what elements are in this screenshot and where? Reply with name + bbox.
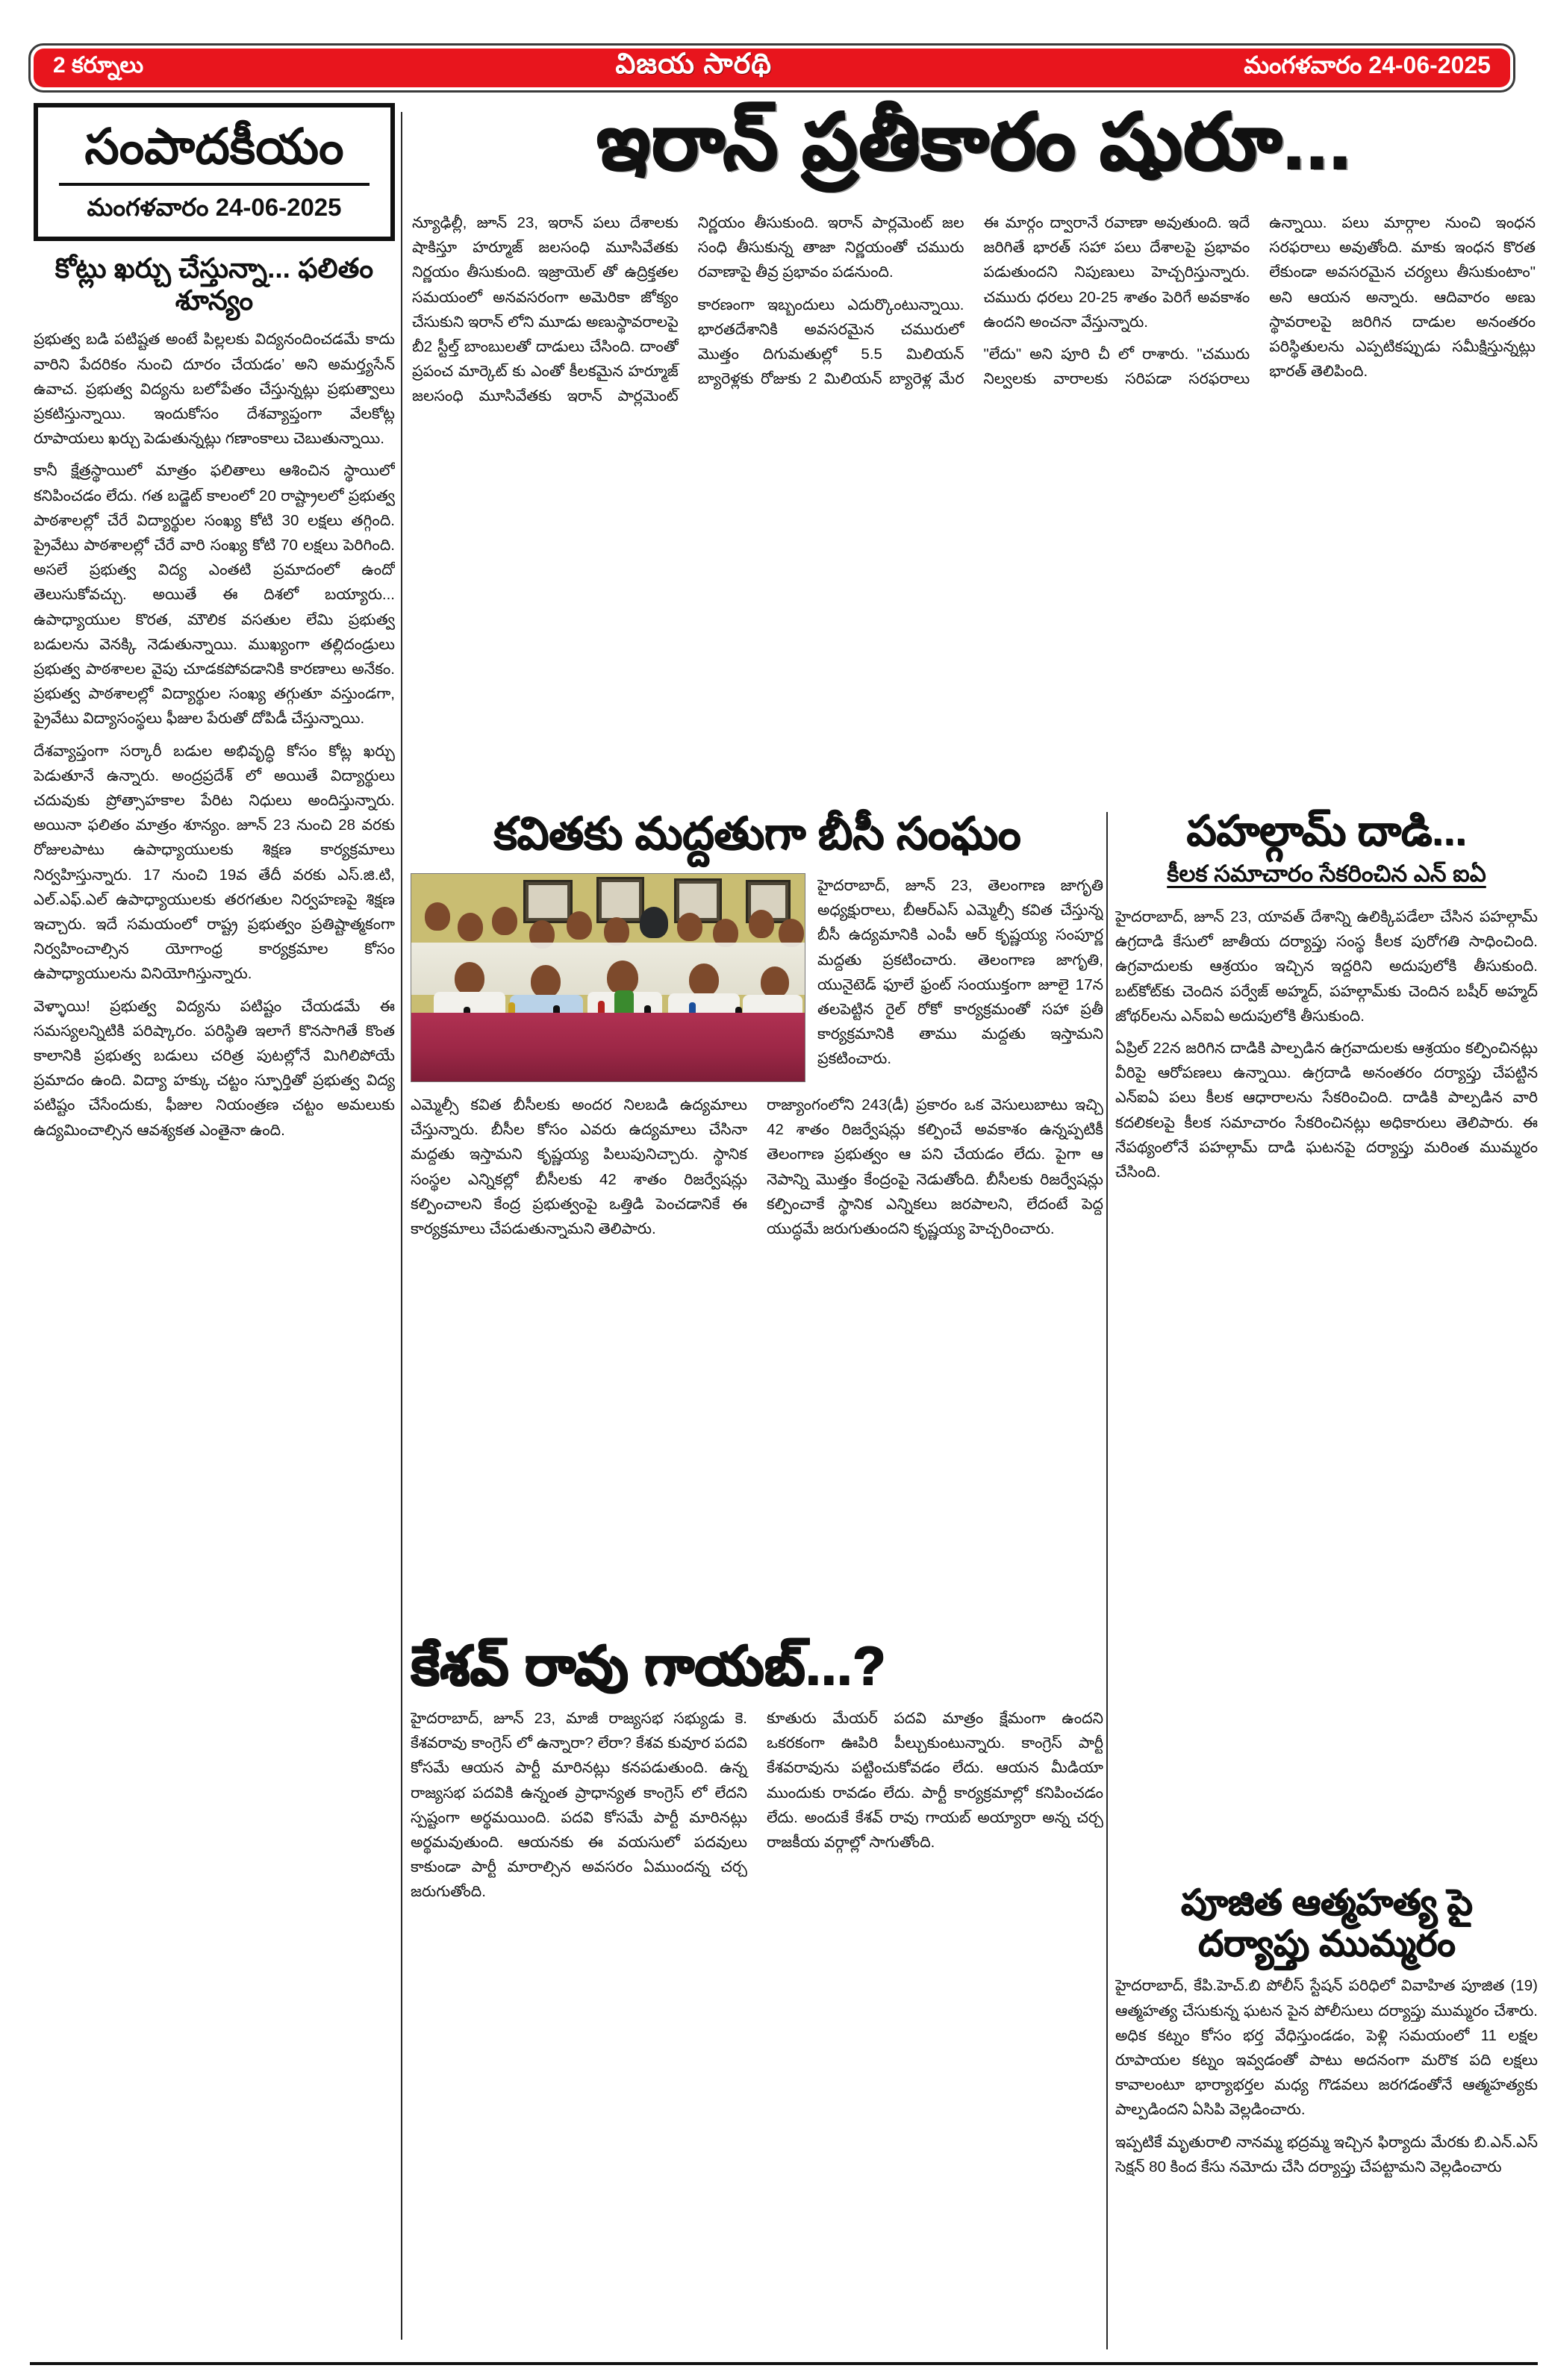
page-bottom-rule bbox=[30, 2362, 1538, 2365]
newspaper-title: విజయ సారథి bbox=[615, 49, 773, 80]
bc-story-body bbox=[411, 1093, 1103, 1593]
editorial-paragraph: ప్రభుత్వ బడి పటిష్టత అంటే పిల్లలకు విద్యనందించడమే కాదు వారిని పేదరికం నుంచి దూరం చేయడం’ అని అమర్త్యసేన్ ఉవాచ. ప్రభుత్వ విద్యను బలోపేతం చేస్తున్నట్లు ప్రభుత్వాలు ప్రకటిస్తున్నాయి. ఇందుకోసం దేశవ్యాప్తంగా వేలకోట్ల రూపాయలు ఖర్చు పెడుతున్నట్లు గణాంకాలు చెబుతున్నాయి. bbox=[34, 331, 395, 448]
keshav-story-body bbox=[411, 1706, 1103, 2333]
edition-date: మంగళవారం 24-06-2025 bbox=[1244, 51, 1491, 78]
bc-story-paragraph: రాజ్యాంగంలోని 243(డీ) ప్రకారం ఒక వెసులుబాటు ఇచ్చి 42 శాతం రిజర్వేషన్లు కల్పించే అవకాశం ఉన్నప్పటికీ తెలంగాణ ప్రభుత్వం ఆ పని చేయడం లేదు. పైగా ఆ నెపాన్ని మొత్తం కేంద్రంపై నెడుతోంది. బీసీలకు రిజర్వేషన్లు కల్పించాకే స్థానిక ఎన్నికలు జరపాలని, లేదంటే పెద్ద యుద్ధమే జరుగుతుందని కృష్ణయ్య హెచ్చరించారు. bbox=[767, 1096, 1103, 1238]
page-number-label: 2 కర్నూలు bbox=[53, 52, 144, 78]
photo-seated-person-head bbox=[689, 963, 719, 996]
pahalgam-story-headline: పహల్గామ్ దాడి... bbox=[1186, 807, 1467, 854]
pujitha-story-paragraph: హైదరాబాద్, కేపి.హెచ్.బి పోలీస్ స్టేషన్ పరిధిలో వివాహిత పూజిత (19) ఆత్మహత్య చేసుకున్న ఘటన పైన పోలీసులు దర్యాప్తు ముమ్మరం చేశారు. అధిక కట్నం కోసం భర్త వేధిస్తుండడం, పెళ్లి సమయంలో 11 లక్షల రూపాయల కట్నం ఇవ్వడంతో పాటు అదనంగా మరొక పది లక్షలు కావాలంటూ భార్యాభర్తల మధ్య గొడవలు జరగడంతోనే ఆత్మహత్యకు పాల్పడిందని ఏసిపి వెల్లడించారు. bbox=[1115, 1977, 1538, 2119]
pujitha-story-headline bbox=[1115, 1882, 1538, 1964]
right-rail bbox=[1115, 807, 1538, 2324]
press-conference-photo bbox=[411, 873, 805, 1082]
photo-wall-frame bbox=[523, 880, 573, 923]
editorial-date: మంగళవారం 24-06-2025 bbox=[87, 193, 342, 222]
photo-person-head bbox=[492, 907, 517, 935]
editorial-title-box bbox=[34, 103, 395, 241]
photo-kavitha-head bbox=[531, 965, 561, 998]
column-divider-left bbox=[401, 112, 402, 2340]
photo-person-head bbox=[425, 902, 450, 931]
photo-seated-person-head bbox=[455, 962, 484, 995]
editorial-paragraph: దేశవ్యాప్తంగా సర్కారీ బడుల అభివృద్ధి కోసం కోట్ల ఖర్చు పెడుతూనే ఉన్నారు. అంద్రప్రదేశ్ లో అయితే విద్యార్థులు చదువుకు ప్రోత్సాహకాల పేరిట నిధులు అందిస్తున్నారు. అయినా ఫలితం మాత్రం శూన్యం. జూన్ 23 నుంచి 28 వరకు రోజులపాటు ఉపాధ్యాయులకు శిక్షణ కార్యక్రమాలు నిర్వహిస్తున్నారు. 17 నుంచి 19వ తేదీ వరకు ఎస్.జి.టి, ఎల్.ఎఫ్.ఎల్ ఉపాధ్యాయులకు తరగతుల నిర్వహణపై శిక్షణ ఇచ్చారు. ఇదే సమయంలో రాష్ట్ర ప్రభుత్వం ప్రతిష్టాత్మకంగా నిర్వహించాల్సిన యోగాంధ్ర కార్యక్రమాల కోసం ఉపాధ్యాయులను వినియోగిస్తున్నారు. bbox=[34, 742, 395, 983]
editorial-box-divider bbox=[59, 183, 370, 186]
editorial-title: సంపాదకీయం bbox=[84, 119, 344, 174]
bc-story-paragraph: హైదరాబాద్, జూన్ 23, తెలంగాణ జాగృతి అధ్యక్షురాలు, బీఆర్ఎస్ ఎమ్మెల్సీ కవిత చేస్తున్న బీసీ ఉద్యమానికి ఎంపీ ఆర్ కృష్ణయ్య సంపూర్ణ మద్దతు ప్రకటించారు. తెలంగాణ జాగృతి, యునైటెడ్ ఫూలే ఫ్రంట్ సంయుక్తంగా జూలై 17న తలపెట్టిన రైల్ రోకో కార్యక్రమంతో సహా ప్రతీ కార్యక్రమానికి తాము మద్దతు ఇస్తామని ప్రకటించారు. bbox=[817, 877, 1103, 1068]
lead-story-paragraph: "లేదు" అని పూరి చీ లో రాశారు. "చమురు నిల్వలకు వారాలకు సరిపడా సరఫరాలు ఉన్నాయి. పలు మార్గాల నుంచి ఇంధన సరఫరాలు అవుతోంది. మాకు ఇంధన కొరత లేకుండా అవసరమైన చర్యలు తీసుకుంటాం" అని ఆయన అన్నారు. ఆదివారం అణు స్థావరాలపై జరిగిన దాడుల అనంతరం పరిస్థితులను ఎప్పటికప్పుడు సమీక్షిస్తున్నట్లు భారత్ తెలిపింది. bbox=[983, 214, 1536, 388]
pahalgam-story-paragraph: హైదరాబాద్, జూన్ 23, యావత్ దేశాన్ని ఉలిక్కిపడేలా చేసిన పహల్గామ్ ఉగ్రదాడి కేసులో జాతీయ దర్యాప్తు సంస్థ కీలక పురోగతి సాధించింది. ఉగ్రవాదులకు ఆశ్రయం ఇచ్చిన ఇద్దరిని అదుపులోకి తీసుకుంది. బట్‌కోట్‌కు చెందిన పర్వేజ్ అహ్మద్, పహల్గామ్‌కు చెందిన బషీర్ అహ్మద్ జోథర్‌లను ఎన్ఐఏ అదుపులోకి తీసుకుంది. bbox=[1115, 908, 1538, 1025]
keshav-story-headline: కేశవ్ రావు గాయబ్...? bbox=[411, 1636, 886, 1696]
lead-story-paragraph: కారణంగా ఇబ్బందులు ఎదుర్కొంటున్నాయి. భారతదేశానికి అవసరమైన చమురులో మొత్తం దిగుమతుల్లో 5.5 మిలియన్ బ్యారెళ్లకు రోజుకు 2 మిలియన్ బ్యారెళ్ల మేర ఈ మార్గం ద్వారానే రవాణా అవుతుంది. ఇదే జరిగితే భారత్ సహా పలు దేశాలపై ప్రభావం పడుతుందని నిపుణులు హెచ్చరిస్తున్నారు. చమురు ధరలు 20-25 శాతం పెరిగే అవకాశం ఉందని అంచనా వేస్తున్నారు. bbox=[697, 214, 1250, 388]
bc-story-paragraph: ఎమ్మెల్సీ కవిత బీసీలకు అందర నిలబడి ఉద్యమాలు చేస్తున్నారు. బీసీల కోసం ఎవరు ఉద్యమాలు చేసినా మద్దతు ఇస్తామని కృష్ణయ్య పిలుపునిచ్చారు. స్థానిక సంస్థల ఎన్నికల్లో బీసీలకు 42 శాతం రిజర్వేషన్లు కల్పించాలని కేంద్ర ప్రభుత్వంపై ఒత్తిడి పెంచడానికే ఈ కార్యక్రమాలు చేపడుతున్నామని తెలిపారు. bbox=[411, 1096, 747, 1238]
photo-person-head bbox=[640, 907, 668, 938]
keshav-story-section bbox=[411, 1636, 1103, 2333]
pujitha-headline-line2: దర్యాప్తు ముమ్మరం bbox=[1197, 1924, 1456, 1964]
lead-story-paragraph: న్యూఢిల్లీ, జూన్ 23, ఇరాన్ పలు దేశాలకు షాకిస్తూ హర్మూజ్ జలసంధి మూసివేతకు నిర్ణయం తీసుకుంది. ఇజ్రాయెల్ తో ఉద్రిక్తతల సమయంలో అనవసరంగా అమెరికా జోక్యం చేసుకుని ఇరాన్ లోని మూడు అణుస్థావరాలపై బీ2 స్టీల్త్ బాంబులతో దాడులు చేసింది. దాంతో ప్రపంచ మార్కెట్ కు ఎంతో కీలకమైన హర్మూజ్ జలసంధి మూసివేతకు ఇరాన్ పార్లమెంట్ నిర్ణయం తీసుకుంది. ఇరాన్ పార్లమెంట్ జల సంధి తీసుకున్న తాజా నిర్ణయంతో చమురు రవాణాపై తీవ్ర ప్రభావం పడనుంది. bbox=[412, 214, 964, 405]
bc-story-headline: కవితకు మద్దతుగా బీసీ సంఘం bbox=[493, 808, 1021, 858]
photo-wall-frame bbox=[596, 877, 644, 923]
photo-person-head bbox=[567, 911, 592, 940]
photo-person-head bbox=[749, 910, 774, 938]
column-divider-right bbox=[1106, 812, 1108, 2349]
photo-person-head bbox=[458, 913, 483, 941]
keshav-story-paragraph: కూతురు మేయర్ పదవి మాత్రం క్షేమంగా ఉందని ఒకరకంగా ఊపిరి పీల్చుకుంటున్నారు. కాంగ్రెస్ పార్టీ కేశవరావును పట్టించుకోవడం లేదు. ఆయన మీడియా ముందుకు రావడం లేదు. పార్టీ కార్యక్రమాల్లో కనిపించడం లేదు. అందుకే కేశవ్ రావు గాయబ్ అయ్యారా అన్న చర్చ రాజకీయ వర్గాల్లో సాగుతోంది. bbox=[767, 1710, 1103, 1852]
photo-person-head bbox=[677, 913, 702, 941]
pahalgam-story-subhead: కీలక సమాచారం సేకరించిన ఎన్ ఐఏ bbox=[1167, 861, 1486, 887]
pahalgam-story-paragraph: ఏప్రిల్ 22న జరిగిన దాడికి పాల్పడిన ఉగ్రవాదులకు ఆశ్రయం కల్పించినట్లు వీరిపై ఆరోపణలు ఉన్నాయి. ఉగ్రదాడి అనంతరం దర్యాప్తు చేపట్టిన ఎన్ఐఏ పలు కీలక ఆధారాలను సేకరించింది. దాడికి పాల్పడిన వారి కదలికలపై కీలక సమాచారం సేకరించినట్లు అధికారులు తెలిపారు. ఈ నేపథ్యంలోనే పహల్గామ్ దాడి ఘటనపై దర్యాప్తు మరింత ముమ్మరం చేసింది. bbox=[1115, 1040, 1538, 1181]
photo-person-head bbox=[604, 917, 629, 946]
editorial-headline: కోట్లు ఖర్చు చేస్తున్నా... ఫలితం శూన్యం bbox=[54, 253, 374, 316]
masthead-bar-frame bbox=[28, 43, 1515, 93]
lead-story-headline: ఇరాన్ ప్రతీకారం షురూ... bbox=[596, 99, 1352, 185]
editorial-column bbox=[34, 103, 395, 2290]
bc-story-section bbox=[411, 810, 1103, 1593]
keshav-story-paragraph: హైదరాబాద్, జూన్ 23, మాజీ రాజ్యసభ సభ్యుడు కె. కేశవరావు కాంగ్రెస్ లో ఉన్నారా? లేరా? కేశవ కువూర పదవి కోసమే ఆయన పార్టీ మారినట్లు కనపడుతుంది. ఉన్న రాజ్యసభ పదవికి ఉన్నంత ప్రాధాన్యత కాంగ్రెస్ లో లేదని స్పష్టంగా అర్థమయింది. పదవి కోసమే పార్టీ మారినట్లు అర్థమవుతుంది. ఆయనకు ఈ వయసులో పదవులు కాకుండా పార్టీ మారాల్సిన అవసరం ఏముందన్న చర్చ జరుగుతోంది. bbox=[411, 1710, 747, 1901]
editorial-paragraph: వెళ్ళాయి! ప్రభుత్వ విద్యను పటిష్టం చేయడమే ఈ సమస్యలన్నిటికి పరిష్కారం. పరిస్థితి ఇలాగే కొనసాగితే కొంత కాలానికి ప్రభుత్వ బడులు చరిత్ర పుటల్లోనే మిగిలిపోయే ప్రమాదం ఉంది. విద్యా హక్కు చట్టం స్ఫూర్తితో ప్రభుత్వ విద్య పటిష్టం చేసేందుకు, ఫీజుల నియంత్రణ చట్టం అమలుకు ఉద్యమించాల్సిన ఆవశ్యకత ఎంతైనా ఉంది. bbox=[34, 997, 395, 1139]
editorial-body bbox=[34, 327, 395, 2290]
bc-story-side-text bbox=[817, 873, 1103, 1081]
pahalgam-story-body bbox=[1115, 905, 1538, 1875]
photo-seated-person-head bbox=[761, 966, 789, 998]
pujitha-headline-line1: పూజిత ఆత్మహత్య పై bbox=[1180, 1883, 1473, 1923]
editorial-paragraph: కానీ క్షేత్రస్థాయిలో మాత్రం ఫలితాలు ఆశించిన స్థాయిలో కనిపించడం లేదు. గత బడ్జెట్ కాలంలో 20 రాష్ట్రాలలో ప్రభుత్వ పాఠశాలల్లో చేరే విద్యార్థుల సంఖ్య కోటి 30 లక్షలు తగ్గింది. ప్రైవేటు పాఠశాలల్లో చేరే వారి సంఖ్య కోటి 70 లక్షలు పెరిగింది. అసలే ప్రభుత్వ విద్య ఎంతటి ప్రమాదంలో ఉందో తెలుసుకోవచ్చు. అయితే ఈ దిశలో బయ్యారు... ఉపాధ్యాయుల కొరత, మౌలిక వసతుల లేమి ప్రభుత్వ బడులను వెనక్కి నెడుతున్నాయి. ముఖ్యంగా తల్లిదండ్రులు ప్రభుత్వ పాఠశాలల వైపు చూడకపోవడానికి కారణాలు అనేకం. ప్రభుత్వ పాఠశాలల్లో విద్యార్థుల సంఖ్య తగ్గుతూ వస్తుండగా, ప్రైవేటు విద్యాసంస్థలు ఫీజుల పేరుతో దోపిడీ చేస్తున్నాయి. bbox=[34, 462, 395, 728]
lead-story-body bbox=[412, 210, 1536, 805]
pujitha-story-body bbox=[1115, 1973, 1538, 2324]
masthead-bar bbox=[34, 49, 1510, 87]
photo-table-cloth bbox=[411, 1013, 805, 1081]
pujitha-story-paragraph: ఇప్పటికే మృతురాలి నానమ్మ భద్రమ్మ ఇచ్చిన ఫిర్యాదు మేరకు బి.ఎన్.ఎస్ సెక్షన్ 80 కింద కేసు నమోదు చేసి దర్యాప్తు చేపట్టామని వెల్లడించారు bbox=[1115, 2133, 1538, 2176]
